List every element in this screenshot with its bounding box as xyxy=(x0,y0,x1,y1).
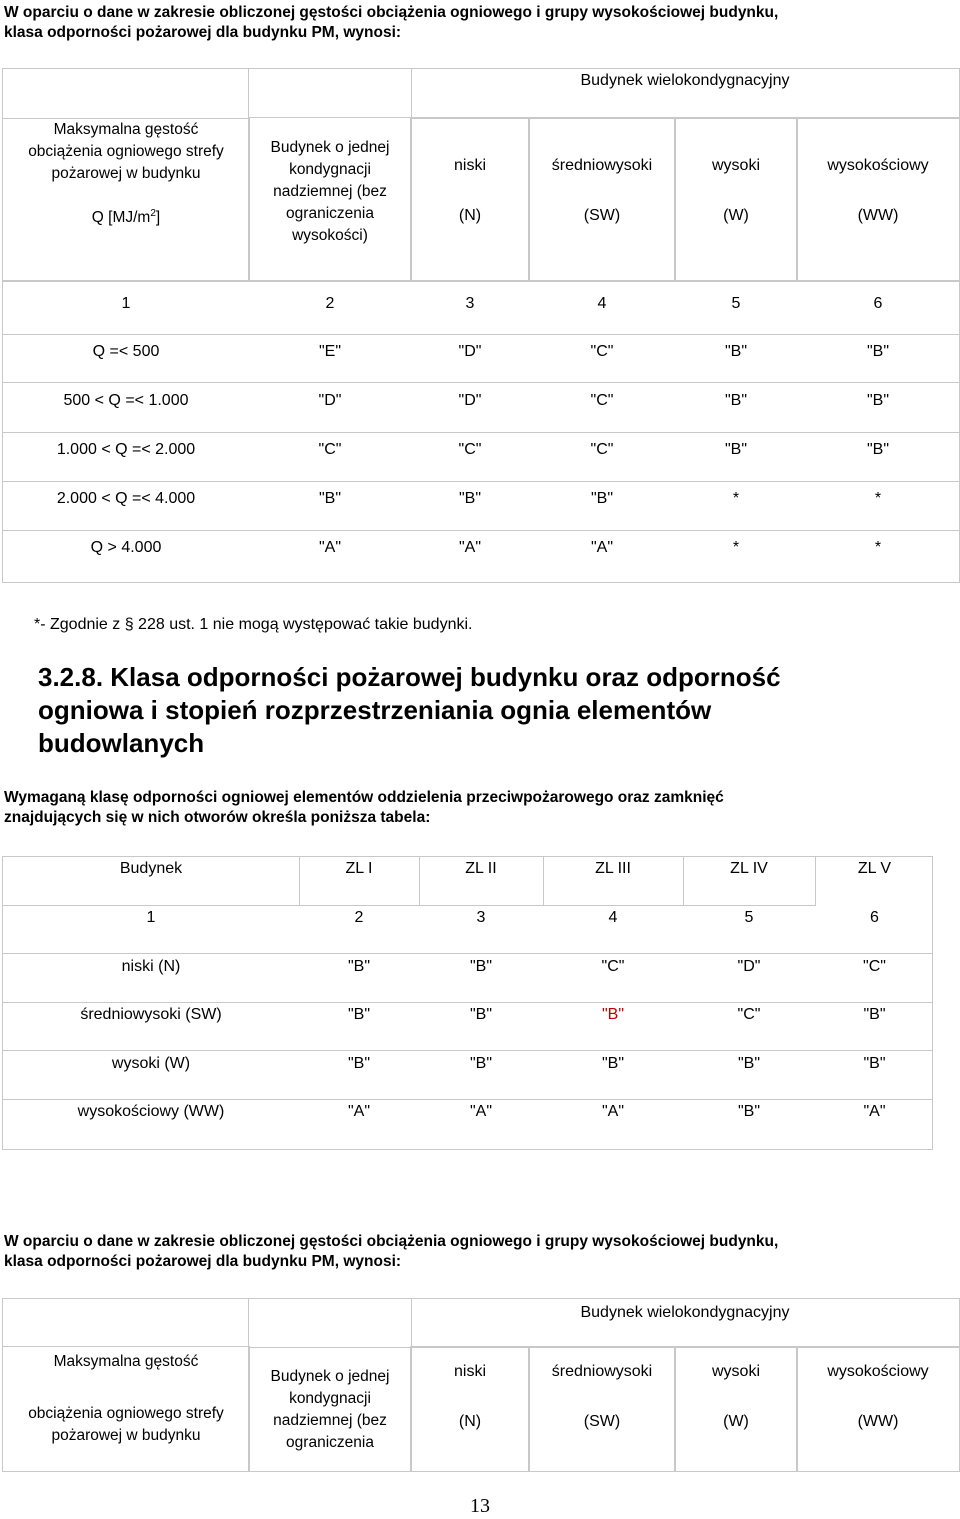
table-cell: "B" xyxy=(724,392,748,409)
table-cell: "D" xyxy=(458,343,482,360)
group-header: Budynek wielokondygnacyjny xyxy=(580,72,790,89)
table-cell: "A" xyxy=(590,539,614,556)
table-cell: "B" xyxy=(737,1103,761,1120)
table-cell: "C" xyxy=(601,958,625,975)
table-cell: wysokościowy (WW) xyxy=(77,1103,225,1120)
table-cell: "B" xyxy=(590,490,614,507)
table-cell: "B" xyxy=(347,1055,371,1072)
t2-col-number: 1 xyxy=(146,909,156,926)
table-cell: * xyxy=(874,490,882,507)
table-cell: "C" xyxy=(318,441,342,458)
table-cell: "B" xyxy=(863,1006,886,1023)
table-cell: "B" xyxy=(737,1055,761,1072)
t3-height-group: średniowysoki (SW) xyxy=(551,1363,653,1430)
intro-paragraph-repeat: W oparciu o dane w zakresie obliczonej gęstości obciążenia ogniowego i grupy wysokościowej budynku, klasa odporności pożarowej dla budynku PM, wynosi: xyxy=(4,1233,779,1270)
table-cell: "B" xyxy=(458,490,482,507)
intro-line-2: klasa odporności pożarowej dla budynku PM, wynosi: xyxy=(4,24,402,41)
table-cell: "B" xyxy=(469,1055,493,1072)
t3-height-group: wysokościowy (WW) xyxy=(827,1363,929,1430)
height-group-wysokosciowy: wysokościowy (WW) xyxy=(827,157,929,224)
table-cell: średniowysoki (SW) xyxy=(80,1006,222,1023)
table-cell: "A" xyxy=(601,1103,625,1120)
t2-col-number: 3 xyxy=(476,909,486,926)
table-cell: "D" xyxy=(458,392,482,409)
table-cell: "D" xyxy=(737,958,761,975)
t2-header: Budynek xyxy=(119,860,183,877)
table-cell: "D" xyxy=(318,392,342,409)
table2-intro: Wymaganą klasę odporności ogniowej elementów oddzielenia przeciwpożarowego oraz zamknięć znajdujących się w nich otworów określa poniższa tabela: xyxy=(4,789,724,826)
table-cell: "A" xyxy=(469,1103,493,1120)
col-number: 2 xyxy=(325,295,335,312)
col-number: 5 xyxy=(731,295,741,312)
table-cell: * xyxy=(874,539,882,556)
t2-col-number: 2 xyxy=(354,909,364,926)
table-cell: "C" xyxy=(863,958,886,975)
t3-col1-header: Maksymalna gęstość obciążenia ogniowego strefy pożarowej w budynku xyxy=(28,1353,224,1444)
table-cell: 2.000 < Q =< 4.000 xyxy=(56,490,196,507)
table-cell-highlighted: "B" xyxy=(601,1006,625,1023)
table-cell: "C" xyxy=(590,441,614,458)
table-cell: "C" xyxy=(458,441,482,458)
table-cell: "C" xyxy=(737,1006,761,1023)
table-cell: "B" xyxy=(866,343,890,360)
table-cell: 1.000 < Q =< 2.000 xyxy=(56,441,196,458)
height-group-wysoki: wysoki (W) xyxy=(711,157,760,224)
table-cell: * xyxy=(732,490,740,507)
table-cell: niski (N) xyxy=(121,958,181,975)
col-number: 6 xyxy=(873,295,883,312)
page-number: 13 xyxy=(470,1495,490,1517)
t3-col2-header: Budynek o jednej kondygnacji nadziemnej (bez ograniczenia xyxy=(270,1368,390,1451)
table-cell: "A" xyxy=(318,539,342,556)
t2-col-number: 4 xyxy=(608,909,618,926)
row-divider xyxy=(2,530,960,531)
table-cell: "B" xyxy=(347,1006,371,1023)
height-group-niski: niski (N) xyxy=(453,157,486,224)
row-divider xyxy=(2,1050,933,1051)
table-cell: "B" xyxy=(318,490,342,507)
section-heading: 3.2.8. Klasa odporności pożarowej budynku oraz odporność ogniowa i stopień rozprzestrzeniania ognia elementów budowlanych xyxy=(38,662,781,758)
col1-header: Maksymalna gęstość obciążenia ogniowego strefy pożarowej w budynku Q $[MJ/m^2]$ xyxy=(28,121,224,226)
t2-header: ZL IV xyxy=(730,860,768,877)
table-cell: "B" xyxy=(601,1055,625,1072)
col2-header: Budynek o jednej kondygnacji nadziemnej (bez ograniczenia wysokości) xyxy=(270,139,390,244)
footnote: *- Zgodnie z § 228 ust. 1 nie mogą występować takie budynki. xyxy=(34,616,473,633)
intro-line-1: W oparciu o dane w zakresie obliczonej gęstości obciążenia ogniowego i grupy wysokościowej budynku, xyxy=(4,4,779,21)
table-cell: "C" xyxy=(590,343,614,360)
t3-group-header: Budynek wielokondygnacyjny xyxy=(580,1304,790,1321)
table-cell: 500 < Q =< 1.000 xyxy=(63,392,189,409)
col-number: 3 xyxy=(465,295,475,312)
t2-header: ZL I xyxy=(345,860,373,877)
table-cell: Q > 4.000 xyxy=(90,539,162,556)
table-cell: "B" xyxy=(863,1055,886,1072)
col-number: 1 xyxy=(121,295,131,312)
t2-header: ZL III xyxy=(595,860,631,877)
intro-paragraph xyxy=(4,3,956,43)
table-cell: "B" xyxy=(724,343,748,360)
row-divider xyxy=(2,953,933,954)
row-divider xyxy=(2,382,960,383)
table-cell: "A" xyxy=(863,1103,886,1120)
table-cell: "E" xyxy=(318,343,342,360)
height-group-sredniowysoki: średniowysoki (SW) xyxy=(551,157,653,224)
table-cell: "C" xyxy=(590,392,614,409)
table-cell: "B" xyxy=(347,958,371,975)
table-cell: "B" xyxy=(469,958,493,975)
t2-col-number: 5 xyxy=(744,909,754,926)
t2-header: ZL II xyxy=(465,860,497,877)
t3-height-group: niski (N) xyxy=(453,1363,486,1430)
col-number: 4 xyxy=(597,295,607,312)
t3-height-group: wysoki (W) xyxy=(711,1363,760,1430)
row-divider xyxy=(2,1099,933,1100)
t2-col-number: 6 xyxy=(870,909,879,926)
table-cell: "B" xyxy=(866,392,890,409)
table-cell: "A" xyxy=(347,1103,371,1120)
table-cell: Q =< 500 xyxy=(92,343,160,360)
table-cell: wysoki (W) xyxy=(111,1055,191,1072)
row-divider xyxy=(2,1002,933,1003)
table-cell: * xyxy=(732,539,740,556)
t2-header: ZL V xyxy=(857,860,892,877)
table-cell: "B" xyxy=(469,1006,493,1023)
table-cell: "A" xyxy=(458,539,482,556)
row-divider xyxy=(2,432,960,433)
table-cell: "B" xyxy=(724,441,748,458)
row-divider xyxy=(2,481,960,482)
table-cell: "B" xyxy=(866,441,890,458)
